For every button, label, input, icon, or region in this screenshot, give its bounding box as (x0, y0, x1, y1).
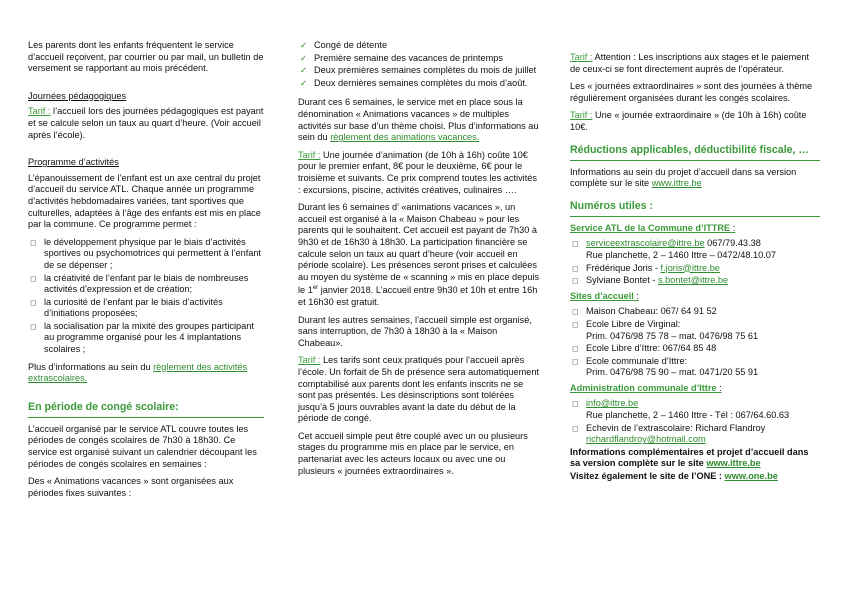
school-holidays-heading: En période de congé scolaire: (28, 401, 264, 418)
square-bullet-icon: ◻ (572, 319, 579, 329)
simple-care-paragraph: Cet accueil simple peut être couplé avec un ou plusieurs stages du programme mis en place par le service, en partenariat avec les acteurs locaux ou avec une ou plusieurs « journées extraordinaires ». (298, 430, 528, 476)
billing-intro: Les parents dont les enfants fréquentent le service d’accueil reçoivent, par courrier ou par mail, un bulletin de versement se rapportant au mois précédent. (28, 40, 264, 74)
square-bullet-icon: ◻ (30, 237, 37, 247)
holiday-care-intro: L’accueil organisé par le service ATL couvre toutes les périodes de congés scolaires de 7h30 à 18h30. Ce service est organisé suivant un calendrier découpant les périodes de congés scolaires en semaines : (28, 423, 257, 469)
square-bullet-icon: ◻ (572, 344, 579, 354)
square-bullet-icon: ◻ (572, 356, 579, 366)
tarif-label: Tarif : (570, 110, 593, 121)
one-website-link[interactable]: www.one.be (724, 471, 778, 482)
list-item: ◻ Ecole Libre d’Ittre: 067/64 85 48 (572, 343, 717, 354)
animation-price-paragraph: Tarif : Une journée d’animation (de 10h à 16h) coûte 10€ pour le premier enfant, 8€ pour le deuxième, 6€ pour le troisième et suivants. Ce prix comprend toutes les activités : excursions, piscine, activités créatives, culinaires …. (298, 149, 537, 195)
holiday-periods-list (298, 40, 542, 89)
reductions-text: Informations au sein du projet d’accueil dans sa version complète sur le site www.ittre.be (570, 166, 797, 189)
check-icon: ✓ (300, 40, 308, 50)
check-icon: ✓ (300, 65, 308, 76)
animations-rules-link[interactable]: règlement des animations vacances. (330, 132, 480, 143)
other-weeks-paragraph: Durant les autres semaines, l’accueil simple est organisé, sans interruption, de 7h30 à 18h30 à la « Maison Chabeau». (298, 314, 532, 348)
extracurricular-rules-link[interactable]: règlement des activités extrascolaires. (28, 361, 248, 384)
tarif-label: Tarif : (570, 52, 593, 62)
echevin-email-link[interactable]: richardflandroy@hotmail.com (586, 434, 706, 445)
ittre-website-link[interactable]: www.ittre.be (651, 178, 702, 189)
useful-numbers-heading: Numéros utiles : (570, 200, 820, 217)
list-item: ◻ la socialisation par la mixité des groupes participant au programme organisé pour les 4 implantations scolaires ; (30, 320, 254, 355)
stages-note: Tarif : Attention : Les inscriptions aux stages et le paiement de ceux-ci se font directement auprès de l’opérateur. (570, 52, 810, 74)
admin-email-link[interactable]: info@ittre.be (586, 398, 639, 409)
list-item: ◻ info@ittre.be Rue planchette, 2 – 1460 Ittre - Tél : 067/64.60.63 (572, 398, 790, 421)
list-item: ◻ Ecole communale d’Ittre: Prim. 0476/98 75 90 – mat. 0471/20 55 91 (572, 355, 759, 378)
list-item: ◻ Frédérique Joris - f.joris@ittre.be (572, 262, 720, 273)
atl-service-heading: Service ATL de la Commune d’ITTRE : (570, 222, 736, 233)
column-2 (298, 40, 542, 483)
square-bullet-icon: ◻ (572, 239, 579, 249)
list-item: ✓ Deux dernières semaines complètes du mois d’août. (300, 77, 528, 88)
list-item: ◻ Ecole Libre de Virginal: Prim. 0476/98 75 78 – mat. 0476/98 75 61 (572, 318, 759, 341)
extraordinary-days-paragraph: Les « journées extraordinaires » sont des journées à thème régulièrement organisées durant les congés scolaires. (570, 81, 813, 103)
joris-email-link[interactable]: f.joris@ittre.be (660, 262, 720, 273)
column-3 (570, 52, 820, 489)
care-sites-heading: Sites d’accueil : (570, 290, 639, 301)
complementary-info: Informations complémentaires et projet d’accueil dans sa version complète sur le site www.ittre.be (570, 446, 809, 469)
ittre-website-link-2[interactable]: www.ittre.be (706, 458, 761, 469)
square-bullet-icon: ◻ (572, 307, 579, 317)
list-item: ◻ Sylviane Bontet - s.bontet@ittre.be (572, 275, 729, 286)
more-info-paragraph: Plus d’informations au sein du règlement des activités extrascolaires. (28, 361, 248, 384)
atl-contacts-list (570, 238, 820, 286)
program-benefits-list (28, 237, 264, 356)
reductions-heading: Réductions applicables, déductibilité fiscale, … (570, 144, 820, 161)
animations-paragraph: Durant ces 6 semaines, le service met en place sous la dénomination « Animations vacances » de multiples activités sur base d’un thème choisi. Plus d’informations au sein du règlement des animations vacances. (298, 97, 539, 143)
one-site-info: Visitez également le site de l’ONE : www.one.be (570, 471, 778, 482)
list-item: ✓ Deux premières semaines complètes du mois de juillet (300, 65, 537, 76)
list-item: ✓ Congé de détente (300, 40, 388, 50)
square-bullet-icon: ◻ (572, 276, 579, 286)
bontet-email-link[interactable]: s.bontet@ittre.be (658, 275, 729, 286)
pedagogical-days-text: l’accueil lors des journées pédagogiques est payant et se calcule selon un taux au quart d’heure. (Voir accueil après l’école). (28, 106, 264, 140)
activities-program-text: L’épanouissement de l’enfant est un axe central du projet d’accueil du service ATL. Chaque année un programme d’activités hebdomadaires variées, tant sportives que culturelles, adaptées à l’âge des enfants est mis en place par la commune. Ce programme permet : (28, 172, 261, 230)
square-bullet-icon: ◻ (572, 399, 579, 409)
check-icon: ✓ (300, 77, 308, 88)
list-item: ◻ Maison Chabeau: 067/ 64 91 52 (572, 306, 717, 317)
tarif-label: Tarif : (298, 355, 321, 366)
activities-program-heading: Programme d’activités (28, 157, 119, 168)
tarif-label: Tarif : (298, 149, 321, 160)
other-weeks-price-paragraph: Tarif : Les tarifs sont ceux pratiqués pour l’accueil après l’école. Un forfait de 5h de présence sera automatiquement comptabilisé aux parents dont les enfants inscrits ne se sont pas présentés. Les désinscriptions sont tolérées jusqu’à 5 jours ouvrables avant la date du début de la période de congé. (298, 355, 540, 424)
square-bullet-icon: ◻ (30, 321, 37, 331)
square-bullet-icon: ◻ (30, 273, 37, 283)
list-item: ✓ Première semaine des vacances de printemps (300, 52, 503, 63)
administration-heading: Administration communale d’Ittre : (570, 382, 722, 393)
square-bullet-icon: ◻ (30, 297, 37, 307)
extraordinary-price-paragraph: Tarif : Une « journée extraordinaire » (de 10h à 16h) coûte 10€. (570, 110, 807, 132)
pedagogical-days-paragraph (28, 106, 264, 141)
list-item: ◻ serviceextrascolaire@ittre.be 067/79.43.38 Rue planchette, 2 – 1460 Ittre – 0472/48.10.07 (572, 238, 777, 260)
atl-email-link[interactable]: serviceextrascolaire@ittre.be (586, 238, 705, 249)
chabeau-care-paragraph: Durant les 6 semaines d’ «animations vacances », un accueil est organisé à la « Maison Chabeau » pour les parents qui le souhaitent. Cet accueil est payant de 7h30 à 9h30 et de 16h30 à 18h30. La participation financière se calcule selon un taux au quart d’heure (voir accueil en période scolaire). Les présences seront prises et calculées au moyen du système de « scanning » mis en place depuis le 1er janvier 2018. L’accueil entre 9h30 et 10h et entre 16h et 16h30 est gratuit. (298, 202, 540, 307)
pedagogical-days-heading: Journées pédagogiques (28, 90, 127, 101)
tarif-label: Tarif : (28, 106, 51, 117)
list-item: ◻ la curiosité de l’enfant par le biais d’activités d’initiations proposées; (30, 296, 223, 319)
square-bullet-icon: ◻ (572, 263, 579, 273)
administration-list (570, 398, 820, 445)
square-bullet-icon: ◻ (572, 423, 579, 433)
list-item: ◻ le développement physique par le biais d’activités sportives ou psychomotrices qui permettent à l’enfant de se dépenser ; (30, 236, 262, 270)
column-1 (28, 40, 264, 505)
check-icon: ✓ (300, 52, 308, 63)
list-item: ◻ Echevin de l’extrascolaire: Richard Flandroy richardflandroy@hotmail.com (572, 422, 766, 445)
list-item: ◻ la créativité de l’enfant par le biais de nombreuses activités d’expression et de création; (30, 272, 249, 295)
holiday-animations-intro: Des « Animations vacances » sont organisées aux périodes fixes suivantes : (28, 476, 234, 498)
care-sites-list (570, 306, 820, 379)
